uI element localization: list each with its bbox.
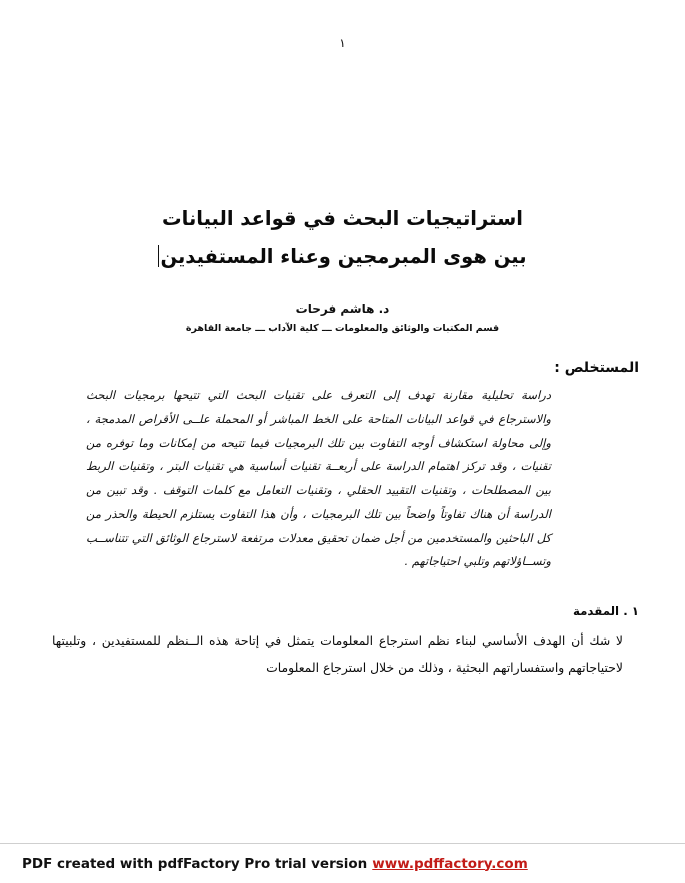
- author-name: د. هاشم فرحات: [295, 302, 390, 317]
- abstract-heading: المستخلص :: [554, 360, 639, 377]
- author-affiliation: قسم المكتبات والوثائق والمعلومات ـــ كلية الآداب ـــ جامعة القاهرة: [185, 323, 500, 335]
- author-block: [46, 302, 639, 334]
- abstract-text: دراسة تحليلية مقارنة تهدف إلى التعرف على تقنيات البحث التي تتيحها برمجيات البحث والاسترجاع في قواعد البيانات المتاحة على الخط المباشر أو المحملة علــى الأقراص المدمجة ، وإلى محاولة استكشاف أوجه التفاوت بين تلك البرمجيات فيما تتيحه من إمكانات وما توفره من تقنيات ، وقد تركز اهتمام الدراسة على أربعــة تقنيات أساسية هي تقنيات البتر ، وتقنيات الربط بين المصطلحات ، وتقنيات التقييد الحقلي ، وتقنيات التعامل مع كلمات التوقف . وقد تبين من الدراسة أن هناك تفاوتاً واضحاً بين تلك البرمجيات ، وأن هذا التفاوت يستلزم الحيطة والحذر من كل الباحثين والمستخدمين من أجل ضمان تحقيق معدلات مرتفعة لاسترجاع الوثائق التي تتناســب وتســاؤلاتهم وتلبي احتياجاتهم .: [86, 388, 551, 569]
- document-body: [46, 200, 639, 682]
- introduction-text: لا شك أن الهدف الأساسي لبناء نظم استرجاع المعلومات يتمثل في إتاحة هذه الــنظم للمستفيدين ، وتلبيتها لاحتياجاتهم واستفساراتهم البحثية ، وذلك من خلال استرجاع المعلومات: [52, 633, 623, 675]
- title-line-1: استراتيجيات البحث في قواعد البيانات: [162, 207, 523, 230]
- page-number: ١: [339, 36, 346, 50]
- title-line-2-wrap: [158, 238, 526, 276]
- introduction-heading: ١ . المقدمة: [572, 604, 639, 619]
- title-line-2: بين هوى المبرمجين وعناء المستفيدين: [160, 245, 527, 269]
- pdffactory-link[interactable]: www.pdffactory.com: [372, 855, 528, 872]
- document-title: [46, 200, 639, 276]
- pdf-footer-text: PDF created with pdfFactory Pro trial version: [22, 855, 368, 872]
- abstract-block: [46, 384, 639, 574]
- pdf-footer-bar: [0, 843, 685, 883]
